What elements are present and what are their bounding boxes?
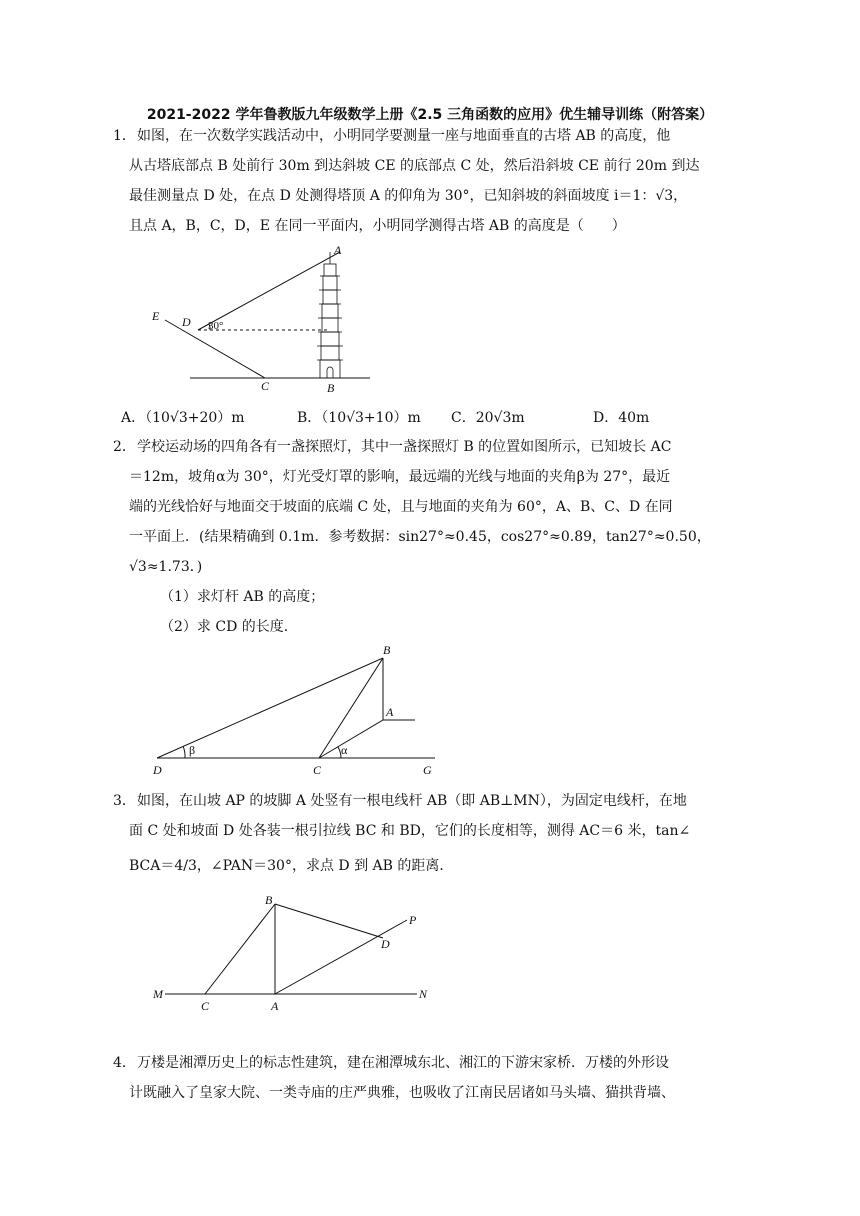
q2-number: 2．: [113, 439, 136, 455]
q2-label-beta: β: [189, 743, 196, 757]
q3-number: 3．: [113, 793, 136, 809]
q2-line-4: 一平面上．(结果精确到 0.1m．参考数据：sin27°≈0.45，cos27°≈0.89，tan27°≈0.50，: [129, 529, 711, 545]
q3-label-D: D: [381, 937, 390, 951]
q1-label-A: A: [334, 243, 342, 257]
q1-option-d: D．40m: [593, 410, 650, 426]
q3-figure: [145, 880, 445, 1020]
q3-label-A: A: [271, 999, 279, 1013]
q2-sub-1: （1）求灯杆 AB 的高度；: [160, 589, 325, 605]
q3-label-M: M: [153, 987, 163, 1001]
q1-number: 1．: [113, 128, 136, 144]
q1-option-a: A．（10√3+20）m: [121, 410, 245, 426]
q2-line-3: 端的光线恰好与地面交于坡面的底端 C 处，且与地面的夹角为 60°，A、B、C、D 在同: [129, 499, 673, 515]
q2-label-alpha: α: [341, 743, 348, 757]
q2-figure: [145, 640, 455, 780]
q2-sub-2: （2）求 CD 的长度．: [160, 619, 298, 635]
q2-label-C: C: [313, 763, 322, 777]
q3-label-N: N: [419, 987, 428, 1001]
q1-line-3: 最佳测量点 D 处，在点 D 处测得塔顶 A 的仰角为 30°，已知斜坡的斜面坡度 i＝1：√3，: [129, 188, 688, 204]
q1-option-c: C．20√3m: [451, 410, 525, 426]
q3-line-3: BCA＝4/3，∠PAN＝30°，求点 D 到 AB 的距离．: [129, 858, 454, 874]
q1-label-E: E: [152, 309, 160, 323]
q1-line-2: 从古塔底部点 B 处前行 30m 到达斜坡 CE 的底部点 C 处，然后沿斜坡 CE 前行 20m 到达: [129, 158, 700, 174]
q1-line-4: 且点 A，B，C，D，E 在同一平面内，小明同学测得古塔 AB 的高度是（ ）: [129, 218, 626, 234]
q3-line-2: 面 C 处和坡面 D 处各装一根引拉线 BC 和 BD，它们的长度相等，测得 AC＝6 米，tan∠: [129, 823, 691, 839]
q3-label-C: C: [201, 999, 210, 1013]
q1-figure: [140, 240, 380, 400]
q2-label-D: D: [153, 763, 162, 777]
q4-line-1: 万楼是湘潭历史上的标志性建筑，建在湘潭城东北、湘江的下游宋家桥．万楼的外形设: [137, 1055, 669, 1071]
q4-line-2: 计既融入了皇家大院、一类寺庙的庄严典雅，也吸收了江南民居诸如马头墙、猫拱背墙、: [129, 1085, 675, 1101]
q2-label-G: G: [423, 763, 432, 777]
q1-label-C: C: [261, 379, 270, 393]
q1-label-D: D: [182, 315, 191, 329]
q1-line-1: 如图，在一次数学实践活动中，小明同学要测量一座与地面垂直的古塔 AB 的高度，他: [137, 128, 671, 144]
q2-label-B: B: [383, 643, 391, 657]
q1-option-b: B．（10√3+10）m: [297, 410, 421, 426]
q4-number: 4．: [113, 1055, 136, 1071]
q3-line-1: 如图，在山坡 AP 的坡脚 A 处竖有一根电线杆 AB（即 AB⊥MN），为固定电线杆，在地: [137, 793, 687, 809]
page-title: 2021-2022 学年鲁教版九年级数学上册《2.5 三角函数的应用》优生辅导训练（附答案）: [146, 107, 714, 123]
q2-line-2: ＝12m，坡角α为 30°，灯光受灯罩的影响，最远端的光线与地面的夹角β为 27°，最近: [129, 469, 671, 485]
q2-line-1: 学校运动场的四角各有一盏探照灯，其中一盏探照灯 B 的位置如图所示，已知坡长 AC: [137, 439, 672, 455]
q1-label-angle: 30°: [208, 320, 224, 332]
q1-label-B: B: [327, 381, 335, 395]
q2-label-A: A: [386, 705, 394, 719]
q2-line-5: √3≈1.73．): [129, 559, 203, 575]
q3-label-P: P: [409, 913, 417, 927]
q3-label-B: B: [265, 893, 273, 907]
